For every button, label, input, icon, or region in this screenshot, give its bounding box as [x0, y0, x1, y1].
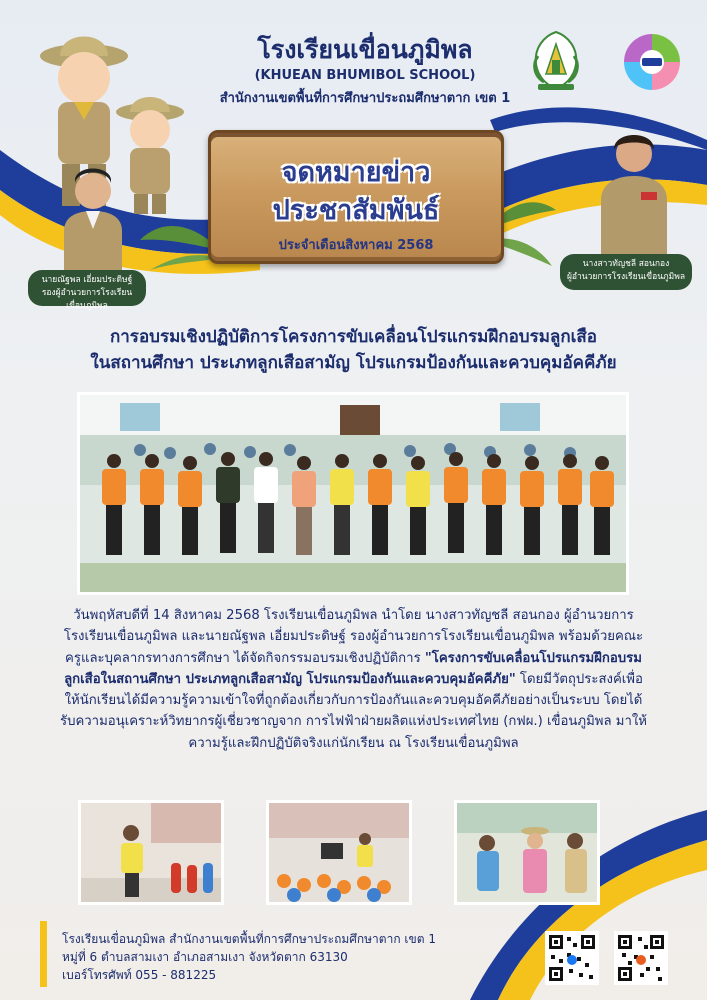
school-name-english: (KHUEAN BHUMIBOL SCHOOL) — [254, 68, 476, 83]
deputy-director-name: นายณัฐพล เอี่ยมประดิษฐ์ — [41, 275, 133, 285]
newsletter-month: ประจำเดือนสิงหาคม 2568 — [278, 238, 434, 253]
footer-school-office: โรงเรียนเขื่อนภูมิพล สำนักงานเขตพื้นที่การศึกษาประถมศึกษาตาก เขต 1 — [62, 932, 436, 946]
activity-photo-1 — [78, 800, 224, 905]
activity-photo-2 — [266, 800, 412, 905]
director-label — [560, 254, 692, 290]
director-role: ผู้อำนวยการโรงเรียนเขื่อนภูมิพล — [566, 272, 686, 282]
qr-code-facebook[interactable] — [545, 931, 599, 985]
director-name: นางสาวทัญชลี สอนกอง — [582, 259, 670, 269]
group-photo-illustration — [80, 395, 626, 592]
article-title-line2: ในสถานศึกษา ประเภทลูกเสือสามัญ โปรแกรมป้องกันและควบคุมอัคคีภัย — [90, 353, 617, 373]
newsletter-subtitle: ประชาสัมพันธ์ — [272, 195, 440, 226]
activity-photo-2-illustration — [269, 803, 409, 902]
activity-photo-3-illustration — [457, 803, 597, 902]
school-logo — [524, 26, 588, 92]
article-body-details: โดยมีวัตถุประสงค์เพื่อให้นักเรียนได้มีความรู้ความเข้าใจที่ถูกต้องเกี่ยวกับการป้องกันและควบคุมอัคคีภัยอย่างเป็นระบบ โดยได้รับความอนุเคราะห์วิทยากรผู้เชี่ยวชาญจาก การไฟฟ้าฝ่ายผลิตแห่งประเทศไทย (กฟผ.) เขื่อนภูมิพล มาให้ความรู้และฝึกปฏิบัติจริงแก่นักเรียน ณ โรงเรียนเขื่อนภูมิพล — [60, 671, 647, 751]
program-badge-logo — [608, 30, 696, 94]
qr-code-website[interactable] — [614, 931, 668, 985]
deputy-director-role: รองผู้อำนวยการโรงเรียนเขื่อนภูมิพล — [41, 288, 133, 311]
deputy-director-photo — [58, 165, 128, 273]
group-photo — [77, 392, 629, 595]
footer-accent-bar — [40, 921, 47, 987]
article-body-project-name: "โครงการขับเคลื่อนโปรแกรมฝึกอบรมลูกเสือในสถานศึกษา ประเภทลูกเสือสามัญ โปรแกรมป้องกันและควบคุมอัคคีภัย" — [64, 650, 642, 687]
activity-photo-1-illustration — [81, 803, 221, 902]
school-director-photo — [597, 126, 671, 256]
school-name-thai: โรงเรียนเขื่อนภูมิพล — [257, 35, 473, 64]
article-title-line1: การอบรมเชิงปฏิบัติการโครงการขับเคลื่อนโปรแกรมฝึกอบรมลูกเสือ — [109, 327, 598, 347]
article-body — [58, 605, 649, 754]
footer-phone: เบอร์โทรศัพท์ 055 - 881225 — [62, 968, 217, 982]
footer-address: หมู่ที่ 6 ตำบลสามเงา อำเภอสามเงา จังหวัดตาก 63130 — [62, 950, 348, 964]
newsletter-title: จดหมายข่าว — [281, 157, 431, 188]
article-body-intro: วันพฤหัสบดีที่ 14 สิงหาคม 2568 โรงเรียนเขื่อนภูมิพล นำโดย นางสาวทัญชลี สอนกอง ผู้อำนวยการโรงเรียนเขื่อนภูมิพล และนายณัฐพล เอี่ยมประดิษฐ์ รองผู้อำนวยการโรงเรียนเขื่อนภูมิพล พร้อมด้วยคณะครูและบุคลากรทางการศึกษา ได้จัดกิจกรรมอบรมเชิงปฏิบัติการ — [63, 608, 644, 666]
activity-photo-3 — [454, 800, 600, 905]
deputy-director-label — [28, 270, 146, 311]
area-office: สำนักงานเขตพื้นที่การศึกษาประถมศึกษาตาก เขต 1 — [219, 91, 511, 106]
